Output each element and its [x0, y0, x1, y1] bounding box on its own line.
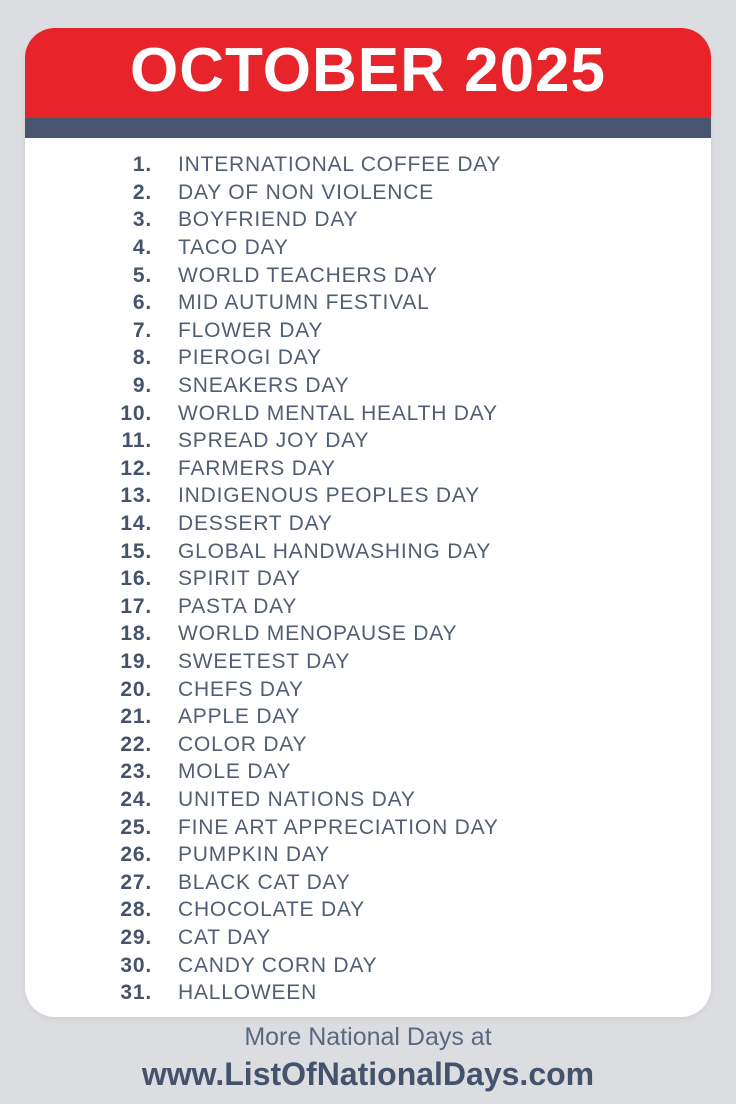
footer-tagline: More National Days at: [244, 1023, 492, 1051]
day-number: 8.: [132, 346, 152, 370]
day-name: SPIRIT DAY: [178, 567, 301, 591]
list-item: [25, 648, 711, 676]
list-item: [25, 703, 711, 731]
day-name: SNEAKERS DAY: [178, 374, 350, 398]
day-number: 13.: [120, 484, 152, 508]
day-name: PIEROGI DAY: [178, 346, 322, 370]
day-name: MID AUTUMN FESTIVAL: [178, 291, 430, 315]
day-name: FINE ART APPRECIATION DAY: [178, 815, 499, 839]
day-number: 26.: [120, 843, 152, 867]
day-name: BLACK CAT DAY: [178, 870, 351, 894]
list-item: [25, 620, 711, 648]
list-item: [25, 151, 711, 179]
day-name: DESSERT DAY: [178, 512, 333, 536]
day-number: 19.: [120, 649, 152, 673]
day-number: 6.: [132, 291, 152, 315]
day-name: INTERNATIONAL COFFEE DAY: [178, 153, 502, 177]
day-number: 28.: [120, 898, 152, 922]
list-item: [25, 896, 711, 924]
day-name: HALLOWEEN: [178, 981, 318, 1005]
day-number: 4.: [132, 236, 152, 260]
list-item: [25, 868, 711, 896]
month-title: OCTOBER 2025: [129, 36, 607, 105]
day-name: DAY OF NON VIOLENCE: [178, 180, 434, 204]
day-number: 9.: [132, 374, 152, 398]
list-item: [25, 427, 711, 455]
day-number: 23.: [120, 760, 152, 784]
list-item: [25, 786, 711, 814]
list-item: [25, 234, 711, 262]
days-list: [25, 151, 711, 1006]
day-number: 27.: [120, 870, 152, 894]
day-number: 22.: [120, 732, 152, 756]
day-number: 1.: [132, 153, 152, 177]
list-item: [25, 537, 711, 565]
day-number: 16.: [120, 567, 152, 591]
list-item: [25, 317, 711, 345]
day-number: 18.: [120, 622, 152, 646]
day-name: CHEFS DAY: [178, 677, 304, 701]
day-name: PASTA DAY: [178, 594, 298, 618]
list-item: [25, 482, 711, 510]
day-number: 15.: [120, 539, 152, 563]
day-name: APPLE DAY: [178, 705, 301, 729]
day-number: 31.: [120, 981, 152, 1005]
list-item: [25, 261, 711, 289]
list-item: [25, 206, 711, 234]
day-number: 29.: [120, 925, 152, 949]
list-item: [25, 510, 711, 538]
list-item: [25, 951, 711, 979]
list-item: [25, 979, 711, 1007]
day-number: 25.: [120, 815, 152, 839]
day-name: GLOBAL HANDWASHING DAY: [178, 539, 492, 563]
day-number: 12.: [120, 456, 152, 480]
day-name: WORLD TEACHERS DAY: [178, 263, 438, 287]
list-item: [25, 813, 711, 841]
day-name: CANDY CORN DAY: [178, 953, 378, 977]
day-number: 7.: [132, 318, 152, 342]
list-item: [25, 179, 711, 207]
calendar-card: [25, 28, 711, 1017]
day-name: PUMPKIN DAY: [178, 843, 330, 867]
day-name: TACO DAY: [178, 236, 289, 260]
list-item: [25, 730, 711, 758]
day-name: WORLD MENTAL HEALTH DAY: [178, 401, 498, 425]
day-number: 11.: [121, 429, 152, 453]
list-item: [25, 924, 711, 952]
header-divider-bar: [25, 118, 711, 138]
list-item: [25, 565, 711, 593]
day-number: 30.: [120, 953, 152, 977]
day-number: 2.: [132, 180, 152, 204]
list-item: [25, 758, 711, 786]
day-number: 20.: [120, 677, 152, 701]
day-number: 24.: [120, 787, 152, 811]
list-item: [25, 593, 711, 621]
month-header-banner: [25, 28, 711, 118]
day-name: FARMERS DAY: [178, 456, 336, 480]
list-item: [25, 455, 711, 483]
day-number: 10.: [120, 401, 152, 425]
list-item: [25, 372, 711, 400]
day-name: WORLD MENOPAUSE DAY: [178, 622, 458, 646]
day-number: 17.: [120, 594, 152, 618]
list-item: [25, 344, 711, 372]
day-name: INDIGENOUS PEOPLES DAY: [178, 484, 480, 508]
list-item: [25, 841, 711, 869]
day-number: 3.: [132, 208, 152, 232]
list-item: [25, 399, 711, 427]
footer: [0, 1022, 736, 1094]
list-item: [25, 675, 711, 703]
day-name: SWEETEST DAY: [178, 649, 351, 673]
day-name: SPREAD JOY DAY: [178, 429, 370, 453]
day-number: 21.: [120, 705, 152, 729]
day-name: CHOCOLATE DAY: [178, 898, 365, 922]
day-name: UNITED NATIONS DAY: [178, 787, 416, 811]
day-name: BOYFRIEND DAY: [178, 208, 359, 232]
list-item: [25, 289, 711, 317]
day-name: FLOWER DAY: [178, 318, 324, 342]
day-name: MOLE DAY: [178, 760, 292, 784]
days-panel: [25, 138, 711, 1017]
day-name: CAT DAY: [178, 925, 272, 949]
footer-website-url: www.ListOfNationalDays.com: [141, 1056, 595, 1093]
day-name: COLOR DAY: [178, 732, 308, 756]
day-number: 5.: [132, 263, 152, 287]
day-number: 14.: [120, 512, 152, 536]
